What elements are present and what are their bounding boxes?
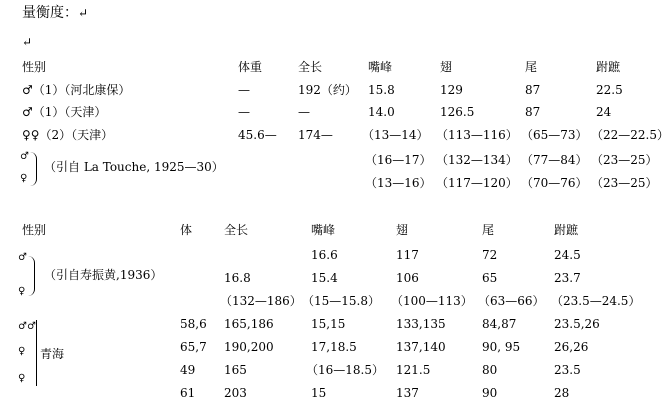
- female-symbol: ♀: [18, 373, 26, 384]
- row-label: ♂（1）（天津）: [22, 105, 107, 119]
- cell-wing: 129: [440, 83, 463, 97]
- brace-line: [30, 152, 37, 186]
- row-label: ♂（1）（河北康保）: [22, 83, 131, 97]
- female-symbol: ♀: [20, 173, 28, 184]
- cell-tarsus: 24.5: [554, 248, 581, 262]
- cell-tarsus: 22.5: [596, 83, 623, 97]
- cell-tarsus: （23—25）: [591, 176, 658, 190]
- cell-bill: 16.6: [311, 248, 338, 262]
- cell-wing: 106: [396, 271, 419, 285]
- cell-tail: 80: [482, 363, 498, 377]
- cell-weight: 49: [180, 363, 196, 377]
- header-tail: 尾: [525, 60, 538, 74]
- cell-weight: 45.6—: [238, 128, 277, 142]
- cell-tarsus: 23.7: [554, 271, 581, 285]
- cell-length: （132—186）: [220, 294, 302, 308]
- cell-weight: —: [238, 83, 250, 97]
- cell-tarsus: （23—25）: [591, 153, 658, 167]
- female-symbol: ♀: [18, 346, 26, 357]
- header-length: 全长: [298, 60, 323, 74]
- cell-weight: 61: [180, 386, 196, 400]
- cell-bill: 15.8: [368, 83, 395, 97]
- header-sex: 性别: [22, 60, 47, 74]
- cell-length: 16.8: [224, 271, 251, 285]
- male-symbol: ♂: [20, 151, 29, 162]
- cell-weight: 58,6: [180, 317, 207, 331]
- cell-weight: 65,7: [180, 340, 207, 354]
- cell-tarsus: 24: [596, 105, 612, 119]
- region-label: 青海: [40, 347, 65, 361]
- page-title: 量衡度：↵: [22, 5, 89, 21]
- cell-length: 165,186: [224, 317, 274, 331]
- cell-bill: （13—14）: [362, 128, 429, 142]
- header-weight: 体: [180, 223, 193, 237]
- female-symbol: ♀: [18, 286, 26, 297]
- cell-tarsus: （23.5—24.5）: [551, 294, 641, 308]
- cell-tail: （77—84）: [521, 153, 588, 167]
- cell-wing: （100—113）: [391, 294, 473, 308]
- header-wing: 翅: [396, 223, 409, 237]
- cell-tail: （70—76）: [521, 176, 588, 190]
- header-tail: 尾: [482, 223, 495, 237]
- header-bill: 嘴峰: [368, 60, 393, 74]
- cell-bill: 17,18.5: [311, 340, 357, 354]
- cell-tail: 90: [482, 386, 498, 400]
- cell-length: —: [298, 105, 310, 119]
- cell-tarsus: 23.5,26: [554, 317, 600, 331]
- cell-bill: （15—15.8）: [302, 294, 380, 308]
- row-label: ♀♀（2）（天津）: [22, 128, 114, 142]
- cell-wing: （132—134）: [436, 153, 518, 167]
- cell-length: 174—: [298, 128, 333, 142]
- cell-wing: 133,135: [396, 317, 446, 331]
- cell-tail: 84,87: [482, 317, 517, 331]
- cell-wing: 117: [396, 248, 419, 262]
- cell-tail: （65—73）: [521, 128, 588, 142]
- header-sex: 性别: [22, 223, 47, 237]
- cell-wing: 137,140: [396, 340, 446, 354]
- header-wing: 翅: [440, 60, 453, 74]
- cell-length: 203: [224, 386, 247, 400]
- cell-tail: 87: [525, 105, 541, 119]
- cell-bill: （16—17）: [365, 153, 432, 167]
- cell-tail: 87: [525, 83, 541, 97]
- header-weight: 体重: [238, 60, 263, 74]
- header-tarsus: 跗蹠: [554, 223, 579, 237]
- cell-length: 192（约）: [298, 83, 357, 97]
- cell-wing: 121.5: [396, 363, 431, 377]
- cell-bill: 15.4: [311, 271, 338, 285]
- source-citation: （引自寿振黄,1936）: [44, 268, 163, 282]
- cell-bill: 15,15: [311, 317, 346, 331]
- male-male-symbol: ♂♂: [18, 321, 36, 332]
- cell-tail: 65: [482, 271, 498, 285]
- cell-bill: 15: [311, 386, 327, 400]
- header-bill: 嘴峰: [311, 223, 336, 237]
- cell-tail: 90, 95: [482, 340, 521, 354]
- group-bracket: [36, 320, 37, 386]
- cell-length: 165: [224, 363, 247, 377]
- cell-weight: —: [238, 105, 250, 119]
- cell-bill: 14.0: [368, 105, 395, 119]
- header-length: 全长: [224, 223, 249, 237]
- cell-length: 190,200: [224, 340, 274, 354]
- cell-tail: （63—66）: [478, 294, 545, 308]
- cell-tail: 72: [482, 248, 498, 262]
- cell-wing: 126.5: [440, 105, 475, 119]
- source-citation: （引自 La Touche, 1925—30）: [44, 160, 224, 174]
- header-tarsus: 跗蹠: [596, 60, 621, 74]
- brace-line: [28, 256, 35, 296]
- paragraph-mark: ↵: [22, 35, 33, 49]
- cell-wing: （113—116）: [436, 128, 518, 142]
- cell-tarsus: （22—22.5）: [591, 128, 669, 142]
- cell-bill: （13—16）: [365, 176, 432, 190]
- cell-tarsus: 26,26: [554, 340, 589, 354]
- cell-tarsus: 23.5: [554, 363, 581, 377]
- male-symbol: ♂: [18, 252, 27, 263]
- cell-wing: 137: [396, 386, 419, 400]
- cell-tarsus: 28: [554, 386, 570, 400]
- cell-bill: （16—18.5）: [306, 363, 384, 377]
- cell-wing: （117—120）: [436, 176, 518, 190]
